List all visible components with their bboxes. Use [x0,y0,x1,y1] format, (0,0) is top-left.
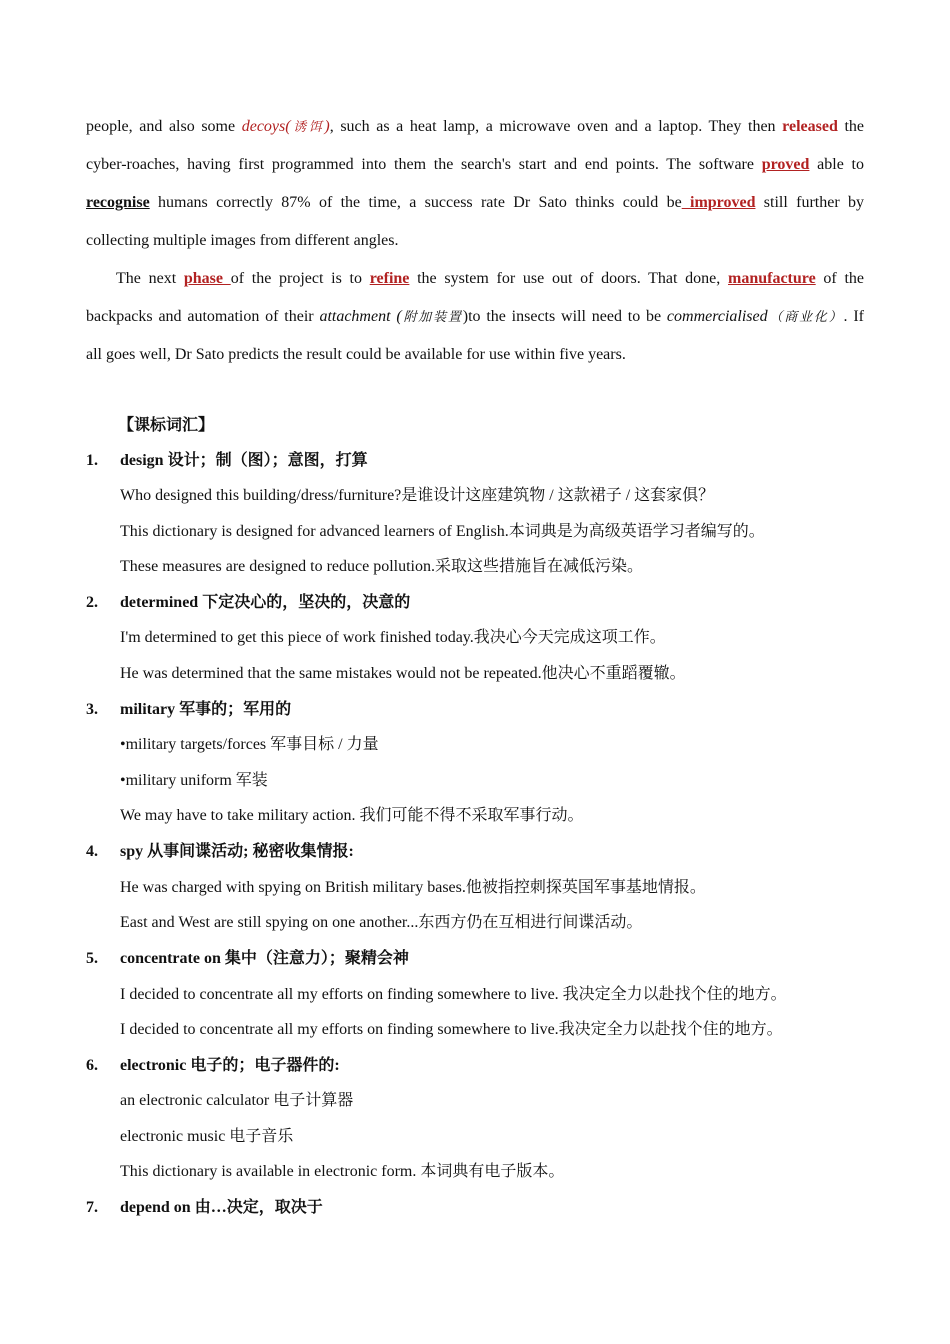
passage-line-2: cyber-roaches, having first programmed into them the search's start and end points. The software proved able to [86,156,865,173]
example-sentence: I decided to concentrate all my efforts on finding somewhere to live.我决定全力以赴找个住的地方。 [120,1021,783,1038]
term-manufacture: manufacture [728,270,816,287]
passage-line-7: all goes well, Dr Sato predicts the result could be available for use within five years. [86,346,626,363]
passage-line-6: backpacks and automation of their attachment (附加装置)to the insects will need to be commercialised（商业化）. If [86,308,864,325]
example-sentence: •military targets/forces 军事目标 / 力量 [120,736,379,753]
example-sentence: an electronic calculator 电子计算器 [120,1092,354,1109]
example-sentence: This dictionary is available in electronic form. 本词典有电子版本。 [120,1163,565,1180]
example-sentence: East and West are still spying on one another...东西方仍在互相进行间谍活动。 [120,914,643,931]
example-sentence: electronic music 电子音乐 [120,1128,294,1145]
term-commercialised: commercialised [666,308,768,325]
vocab-item-design: 1. design 设计；制（图）；意图，打算 [86,452,368,469]
term-released: released [782,118,838,135]
example-sentence: This dictionary is designed for advanced learners of English.本词典是为高级英语学习者编写的。 [120,523,765,540]
example-sentence: I decided to concentrate all my efforts on finding somewhere to live. 我决定全力以赴找个住的地方。 [120,986,787,1003]
example-sentence: I'm determined to get this piece of work finished today.我决心今天完成这项工作。 [120,629,666,646]
passage-line-3: recognise humans correctly 87% of the time, a success rate Dr Sato thinks could be improved still further by [86,194,865,211]
vocab-item-concentrate-on: 5. concentrate on 集中（注意力）；聚精会神 [86,950,409,967]
vocab-item-spy: 4. spy 从事间谍活动; 秘密收集情报: [86,843,354,860]
example-sentence: Who designed this building/dress/furniture?是谁设计这座建筑物 / 这款裙子 / 这套家俱？ [120,487,715,504]
example-sentence: We may have to take military action. 我们可能不得不采取军事行动。 [120,807,584,824]
vocab-item-determined: 2. determined 下定决心的，坚决的，决意的 [86,594,411,611]
passage-line-5: The next phase of the project is to refine the system for use out of doors. That done, manufacture of the [116,270,865,287]
term-attachment: attachment [319,308,391,325]
example-sentence: •military uniform 军装 [120,772,268,789]
term-refine: refine [369,270,410,287]
vocab-heading: 【课标词汇】 [118,417,215,434]
vocab-item-military: 3. military 军事的；军用的 [86,701,292,718]
passage-line-4: collecting multiple images from different angles. [86,232,399,249]
term-decoys: decoys( [241,118,291,135]
term-phase: phase [183,270,231,287]
term-improved: improved [681,194,756,211]
term-proved: proved [761,156,810,173]
example-sentence: He was charged with spying on British military bases.他被指控刺探英国军事基地情报。 [120,879,706,896]
example-sentence: These measures are designed to reduce pollution.采取这些措施旨在减低污染。 [120,558,644,575]
vocab-item-electronic: 6. electronic 电子的；电子器件的: [86,1057,340,1074]
term-recognise: recognise [86,194,150,211]
passage-line-1: people, and also some decoys(诱饵), such as a heat lamp, a microwave oven and a laptop. They then released the [86,118,865,135]
vocab-item-depend-on: 7. depend on 由…决定，取决于 [86,1199,323,1216]
example-sentence: He was determined that the same mistakes would not be repeated.他决心不重蹈覆辙。 [120,665,686,682]
